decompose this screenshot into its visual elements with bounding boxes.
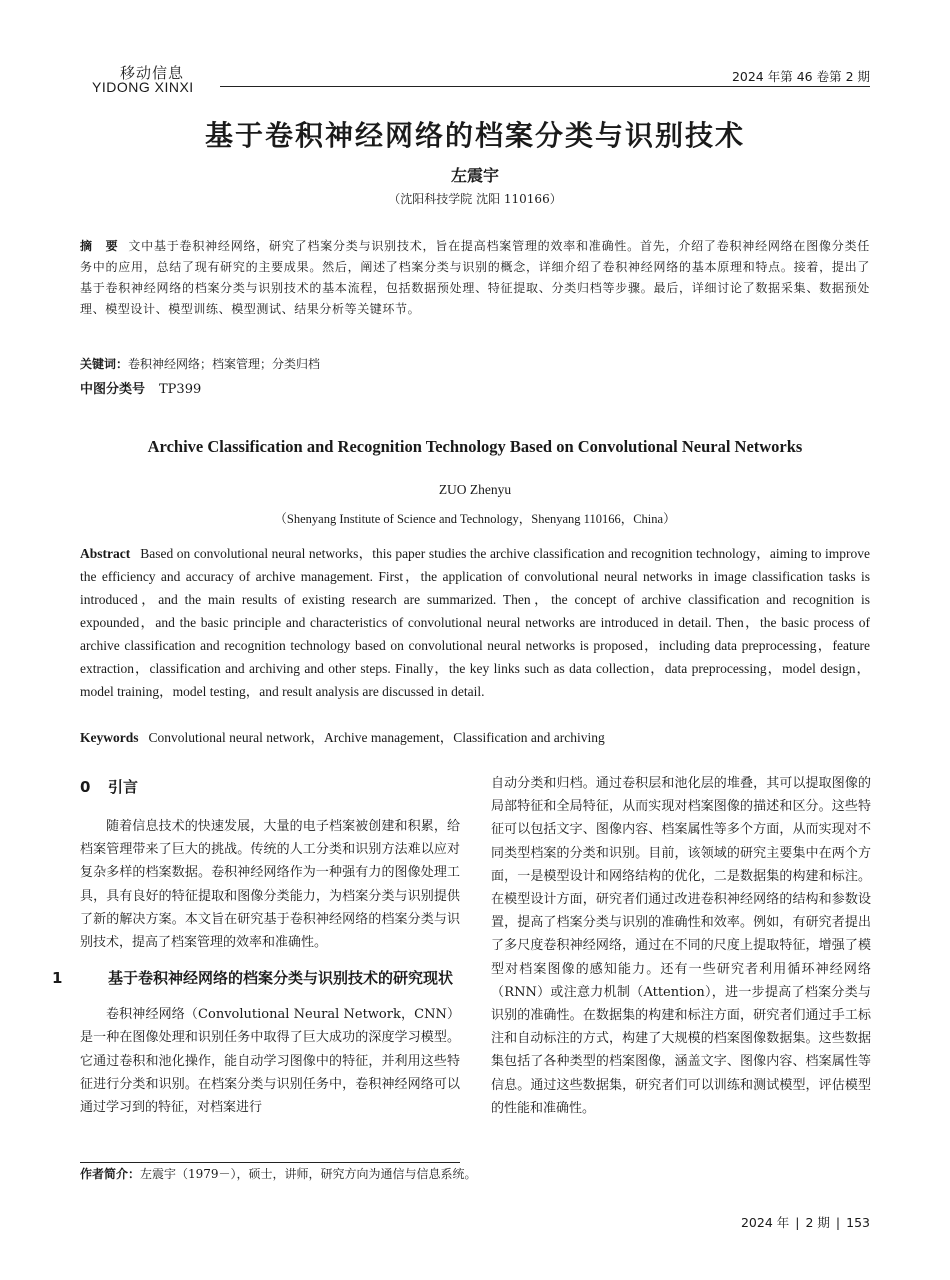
body-paragraph: 自动分类和归档。通过卷积层和池化层的堆叠，其可以提取图像的局部特征和全局特征，从而实现对档案图像的描述和区分。这些特征可以包括文字、图像内容、档案属性等多个方面，从而实现对不同类型档案的分类和识别。目前，该领域的研究主要集中在两个方面，一是模型设计和网络结构的优化，二是数据集的构建和标注。在模型设计方面，研究者们通过改进卷积神经网络的结构和参数设置，提高了档案分类与识别的准确性和效率。例如，有研究者提出了多尺度卷积神经网络，通过在不同的尺度上提取特征，增强了模型对档案图像的感知能力。还有一些研究者利用循环神经网络（RNN）或注意力机制（Attention），进一步提高了档案分类与识别的准确性。在数据集的构建和标注方面，研究者们通过手工标注和自动标注的方式，构建了大规模的档案图像数据集。这些数据集包括了各种类型的档案图像，涵盖文字、图像内容、档案属性等信息。通过这些数据集，研究者们可以训练和测试模型，评估模型的性能和准确性。 xyxy=(491,776,871,1116)
journal-name-en: YIDONG XINXI xyxy=(92,79,194,95)
footer-issue: 2 期 xyxy=(805,1215,830,1230)
affiliation-en: （Shenyang Institute of Science and Technology，Shenyang 110166，China） xyxy=(274,512,676,526)
abstract-en-label: Abstract xyxy=(80,546,131,561)
footer-year: 2024 年 xyxy=(740,1215,790,1230)
author-en: ZUO Zhenyu xyxy=(438,482,512,497)
author: 左震宇 xyxy=(450,166,499,185)
abstract-en-text: Based on convolutional neural networks，this paper studies the archive classification and recognition technology，aiming to improve the efficiency and accuracy of archive management. First，the application of convolutional neural networks in image classification tasks is introduced，and the main results of existing research are summarized. Then，the concept of archive classification and recognition is expounded，and the basic principle and characteristics of convolutional neural networks are introduced in detail. Then，the basic process of archive classification and recognition technology based on convolutional neural networks is proposed，including data preprocessing，feature extraction，classification and archiving and other steps. Finally，the key links such as data collection，data preprocessing，model design，model training，model testing，and result analysis are discussed in detail. xyxy=(80,546,870,699)
abstract-cn-text: 文中基于卷积神经网络，研究了档案分类与识别技术，旨在提高档案管理的效率和准确性。首先，介绍了卷积神经网络在图像分类任务中的应用，总结了现有研究的主要成果。然后，阐述了档案分类与识别的概念，详细介绍了卷积神经网络的基本原理和特点。接着，提出了基于卷积神经网络的档案分类与识别技术的基本流程，包括数据预处理、特征提取、分类归档等步骤。最后，详细讨论了数据采集、数据预处理、模型设计、模型训练、模型测试、结果分析等关键环节。 xyxy=(80,239,870,316)
abstract-cn xyxy=(80,236,870,320)
body-column-right xyxy=(491,772,871,1120)
footer-separator: | xyxy=(835,1215,841,1230)
footer-separator: | xyxy=(795,1215,800,1230)
page-number: 153 xyxy=(846,1215,870,1230)
section-heading-1 xyxy=(52,965,460,992)
clc-value: TP399 xyxy=(159,382,202,397)
author-footnote xyxy=(80,1165,477,1182)
body-column-left xyxy=(52,772,460,1119)
footnote-rule xyxy=(80,1162,460,1163)
section-title: 引言 xyxy=(108,778,139,796)
abstract-cn-label: 摘 要 xyxy=(80,239,119,253)
footnote-text: 左震宇（1979－），硕士，讲师，研究方向为通信与信息系统。 xyxy=(140,1167,477,1181)
footnote-label: 作者简介： xyxy=(80,1167,141,1181)
keywords-cn xyxy=(80,354,870,375)
keywords-en-label: Keywords xyxy=(80,730,139,745)
keywords-en xyxy=(80,726,870,749)
section-number: 1 xyxy=(52,969,63,988)
keywords-cn-label: 关键词： xyxy=(80,357,129,371)
paper-title: 基于卷积神经网络的档案分类与识别技术 xyxy=(204,119,745,152)
affiliation: （沈阳科技学院 沈阳 110166） xyxy=(388,192,562,206)
page-footer xyxy=(741,1213,870,1231)
body-paragraph: 随着信息技术的快速发展，大量的电子档案被创建和积累，给档案管理带来了巨大的挑战。传统的人工分类和识别方法难以应对复杂多样的档案数据。卷积神经网络作为一种强有力的图像处理工具，具有良好的特征提取和图像分类能力，为档案分类与识别提供了新的解决方案。本文旨在研究基于卷积神经网络的档案分类与识别技术，提高了档案管理的效率和准确性。 xyxy=(80,819,460,951)
section-number: 0 xyxy=(80,778,91,796)
section-title: 基于卷积神经网络的档案分类与识别技术的研究现状 xyxy=(108,969,454,988)
header-rule xyxy=(220,86,870,87)
abstract-en xyxy=(80,542,870,703)
section-heading-0 xyxy=(80,774,460,801)
paper-title-en: Archive Classification and Recognition Technology Based on Convolutional Neural Networks xyxy=(147,437,803,456)
keywords-en-text: Convolutional neural network，Archive management，Classification and archiving xyxy=(148,730,605,745)
clc-number xyxy=(80,379,870,400)
clc-label: 中图分类号 xyxy=(80,382,146,397)
keywords-cn-text: 卷积神经网络；档案管理；分类归档 xyxy=(128,357,321,371)
journal-name-cn: 移动信息 xyxy=(120,64,185,82)
issue-info: 2024 年第 46 卷第 2 期 xyxy=(731,69,870,84)
body-paragraph: 卷积神经网络（Convolutional Neural Network，CNN）是一种在图像处理和识别任务中取得了巨大成功的深度学习模型。它通过卷积和池化操作，能自动学习图像中的特征，并利用这些特征进行分类和识别。在档案分类与识别任务中，卷积神经网络可以通过学习到的特征，对档案进行 xyxy=(80,1007,460,1116)
